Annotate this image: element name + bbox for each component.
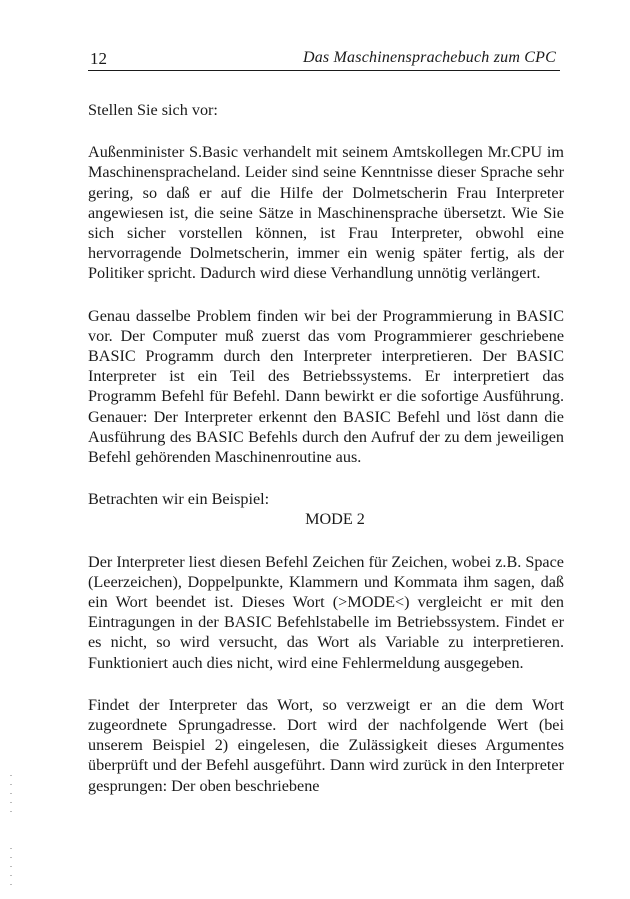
paragraph-jump: Findet der Interpreter das Wort, so verzweigt er an die dem Wort zugeordnete Sprungadresse. Dort wird der nachfolgende Wert (bei unserem Beispiel 2) eingelesen, die Zulässigkeit dieses Argumentes überprüft und der Befehl ausgeführt. Dann wird zurück in den Interpreter gesprungen: Der oben beschriebene [88, 695, 564, 795]
scan-margin-marks-lower [10, 848, 12, 888]
page-header [88, 48, 560, 71]
running-title: Das Maschinensprachebuch zum CPC [302, 49, 556, 66]
paragraph-intro: Stellen Sie sich vor: [88, 101, 218, 119]
paragraph-basic-interpreter: Genau dasselbe Problem finden wir bei der Programmierung in BASIC vor. Der Computer muß zuerst das vom Programmierer geschriebene BASIC Programm durch den Interpreter interpretieren. Der BASIC Interpreter ist ein Teil des Betriebssystems. Er interpretiert das Programm Befehl für Befehl. Dann bewirkt er die sofortige Ausführung. Genauer: Der Interpreter erkennt den BASIC Befehl und löst dann die Ausführung des BASIC Befehls durch den Aufruf der zu dem jeweiligen Befehl gehörenden Maschinenroutine aus. [88, 306, 564, 467]
paragraph-parsing: Der Interpreter liest diesen Befehl Zeichen für Zeichen, wobei z.B. Space (Leerzeichen), Doppelpunkte, Klammern und Kommata ihm sagen, daß ein Wort beendet ist. Dieses Wort (>MODE<) vergleicht er mit den Eintragungen in der BASIC Befehlstabelle im Betriebssystem. Findet er es nicht, so wird versucht, das Wort als Variable zu interpretieren. Funktioniert auch dies nicht, wird eine Fehlermeldung ausgegeben. [88, 552, 564, 672]
code-example: MODE 2 [305, 510, 365, 529]
paragraph-example-lead: Betrachten wir ein Beispiel: [88, 490, 270, 509]
page-number: 12 [90, 49, 107, 68]
paragraph-analogy: Außenminister S.Basic verhandelt mit seinem Amtskollegen Mr.CPU im Maschinenspracheland. Leider sind seine Kenntnisse dieser Sprache sehr gering, so daß er auf die Hilfe der Dolmetscherin Frau Interpreter angewiesen ist, die seine Sätze in Maschinensprache übersetzt. Wie Sie sich sicher vorstellen können, ist Frau Interpreter, obwohl eine hervorragende Dolmetscherin, immer ein wenig später fertig, als der Politiker spricht. Dadurch wird diese Verhandlung unnötig verlängert. [88, 143, 564, 283]
scan-margin-marks [10, 775, 12, 815]
body-text [88, 100, 564, 818]
